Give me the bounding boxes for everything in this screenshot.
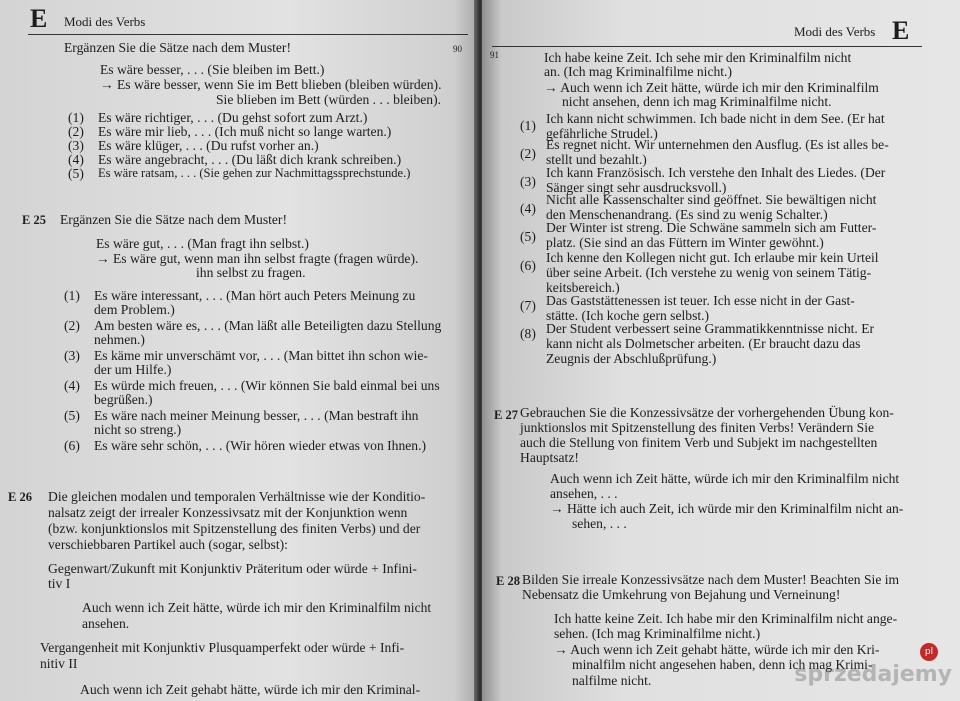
item-text: Es käme mir unverschämt vor, . . . (Man bittet ihn schon wie-: [94, 348, 428, 363]
item-text: stellt und bezahlt.): [546, 152, 647, 167]
item-number: (2): [520, 146, 536, 161]
e28-text: Nebensatz die Umkehrung von Bejahung und Verneinung!: [522, 587, 841, 602]
vergangenheit-heading: nitiv II: [40, 656, 78, 671]
section-letter: E: [30, 4, 48, 33]
item-number: (2): [64, 318, 80, 333]
example-line: Sie blieben im Bett (würden . . . bleiben).: [216, 92, 442, 107]
header-rule: [28, 34, 468, 35]
item-number: (3): [68, 138, 84, 153]
item-text: Ich kann nicht schwimmen. Ich bade nicht in dem See. (Er hat: [546, 111, 885, 126]
item-text: den Menschenandrang. (Es sind zu wenig Schalter.): [546, 207, 828, 222]
example-line: ihn selbst zu fragen.: [196, 265, 306, 280]
e26-text: Die gleichen modalen und temporalen Verhältnisse wie der Konditio-: [48, 489, 426, 504]
item-text: Der Winter ist streng. Die Schwäne sammeln sich am Futter-: [546, 220, 877, 235]
example-line: ansehen, . . .: [550, 486, 618, 501]
item-number: (6): [520, 258, 536, 273]
example-line: nicht ansehen, denn ich mag Kriminalfilme nicht.: [562, 94, 832, 109]
example-line: Ich hatte keine Zeit. Ich habe mir den Kriminalfilm nicht ange-: [554, 611, 898, 626]
running-head: Modi des Verbs: [794, 24, 876, 39]
item-number: (4): [64, 378, 80, 393]
item-number: (1): [68, 110, 84, 125]
example-line: → Auch wenn ich Zeit gehabt hätte, würde ich mir den Kri-: [554, 642, 880, 657]
item-text: Das Gaststättenessen ist teuer. Ich esse nicht in der Gast-: [546, 293, 855, 308]
e26-text: verschiebbaren Partikel auch (sogar, selbst):: [48, 537, 288, 552]
item-text: Ich kenne den Kollegen nicht gut. Ich erlaube mir kein Urteil: [546, 250, 879, 265]
item-text: kann nicht als Dolmetscher arbeiten. (Er braucht dazu das: [546, 336, 861, 351]
item-text: Es würde mich freuen, . . . (Wir können Sie bald einmal bei uns: [94, 378, 440, 393]
exercise-label: E 28: [496, 574, 520, 588]
item-number: (1): [520, 118, 536, 133]
item-text: Am besten wäre es, . . . (Man läßt alle Beteiligten dazu Stellung: [94, 318, 442, 333]
example-line: → Hätte ich auch Zeit, ich würde mir den Kriminalfilm nicht an-: [550, 501, 904, 516]
watermark-badge: pl: [920, 643, 938, 661]
left-page: [0, 0, 478, 701]
item-text: Es wäre nach meiner Meinung besser, . . . (Man bestraft ihn: [94, 408, 419, 423]
running-head: Modi des Verbs: [64, 14, 146, 29]
item-text: Es wäre ratsam, . . . (Sie gehen zur Nachmittagssprechstunde.): [98, 166, 411, 180]
item-text: Ich kann Französisch. Ich verstehe den Inhalt des Liedes. (Der: [546, 165, 886, 180]
item-text: stätte. (Ich koche gern selbst.): [546, 308, 710, 323]
example-line: → Auch wenn ich Zeit hätte, würde ich mir den Kriminalfilm: [544, 80, 879, 95]
item-text: Zeugnis der Abschlußprüfung.): [546, 351, 717, 366]
e27-text: junktionslos mit Spitzenstellung des finiten Verbs! Verändern Sie: [520, 420, 875, 435]
item-number: (5): [68, 166, 84, 181]
e26-text: (bzw. konjunktionslos mit Spitzenstellung des finiten Verbs) und der: [48, 521, 421, 536]
watermark: sprzedajemy: [794, 662, 952, 687]
item-text: Es wäre interessant, . . . (Man hört auch Peters Meinung zu: [94, 288, 416, 303]
gegenwart-heading: Gegenwart/Zukunft mit Konjunktiv Präteritum oder würde + Infini-: [48, 561, 417, 576]
task-intro: Ergänzen Sie die Sätze nach dem Muster!: [64, 40, 291, 55]
exercise-label: E 27: [494, 408, 518, 422]
item-number: (5): [520, 229, 536, 244]
item-number: (2): [68, 124, 84, 139]
item-text: Es wäre mir lieb, . . . (Ich muß nicht so lange warten.): [98, 124, 392, 139]
item-number: (1): [64, 288, 80, 303]
item-text: nicht so streng.): [94, 422, 182, 437]
vergangenheit-heading: Vergangenheit mit Konjunktiv Plusquamperfekt oder würde + Infi-: [40, 640, 405, 655]
example-line: nalfilme nicht.: [572, 673, 652, 688]
gegenwart-example: ansehen.: [82, 616, 130, 631]
page-number: 90: [453, 44, 462, 54]
e27-text: Hauptsatz!: [520, 450, 579, 465]
gegenwart-example: Auch wenn ich Zeit hätte, würde ich mir den Kriminalfilm nicht: [82, 600, 432, 615]
item-number: (8): [520, 326, 536, 341]
item-number: (7): [520, 298, 536, 313]
exercise-label: E 26: [8, 490, 32, 504]
item-text: Der Student verbessert seine Grammatikkenntnisse nicht. Er: [546, 321, 875, 336]
item-text: Es wäre richtiger, . . . (Du gehst sofort zum Arzt.): [98, 110, 368, 125]
example-line: Es wäre gut, . . . (Man fragt ihn selbst.): [96, 236, 309, 251]
item-text: Es wäre angebracht, . . . (Du läßt dich krank schreiben.): [98, 152, 402, 167]
item-text: der um Hilfe.): [94, 362, 172, 377]
item-text: über seine Arbeit. (Ich verstehe zu wenig von seinem Tätig-: [546, 265, 872, 280]
item-text: gefährliche Strudel.): [546, 126, 658, 141]
item-text: Es wäre sehr schön, . . . (Wir hören wieder etwas von Ihnen.): [94, 438, 427, 453]
item-number: (4): [68, 152, 84, 167]
example-line: Ich habe keine Zeit. Ich sehe mir den Kriminalfilm nicht: [544, 50, 852, 65]
e26-text: nalsatz zeigt der irrealer Konzessivsatz mit der Konjunktion wenn: [48, 505, 408, 520]
exercise-title: Ergänzen Sie die Sätze nach dem Muster!: [60, 212, 287, 227]
example-line: sehen. (Ich mag Kriminalfilme nicht.): [554, 626, 761, 641]
header-rule: [492, 46, 922, 47]
item-text: Es wäre klüger, . . . (Du rufst vorher an.): [98, 138, 319, 153]
e27-text: Gebrauchen Sie die Konzessivsätze der vorhergehenden Übung kon-: [520, 405, 894, 420]
example-line: an. (Ich mag Kriminalfilme nicht.): [544, 64, 732, 79]
section-letter: E: [892, 16, 910, 45]
item-text: Sänger singt sehr ausdrucksvoll.): [546, 180, 727, 195]
right-page: [482, 0, 960, 701]
item-text: begrüßen.): [94, 392, 153, 407]
item-text: platz. (Sie sind an das Füttern im Winter gewöhnt.): [546, 235, 824, 250]
item-number: (4): [520, 201, 536, 216]
page-number: 91: [490, 50, 499, 60]
example-line: → Es wäre besser, wenn Sie im Bett blieben (bleiben würden).: [100, 77, 442, 92]
exercise-label: E 25: [22, 213, 46, 227]
e27-text: auch die Stellung von finitem Verb und Subjekt im nachgestellten: [520, 435, 878, 450]
example-line: sehen, . . .: [572, 516, 627, 531]
example-line: minalfilm nicht angesehen haben, denn ich mag Krimi-: [572, 657, 873, 672]
example-line: → Es wäre gut, wenn man ihn selbst fragte (fragen würde).: [96, 251, 419, 266]
item-text: dem Problem.): [94, 302, 175, 317]
item-number: (5): [64, 408, 80, 423]
e28-text: Bilden Sie irreale Konzessivsätze nach dem Muster! Beachten Sie im: [522, 572, 900, 587]
example-line: Es wäre besser, . . . (Sie bleiben im Bett.): [100, 62, 325, 77]
item-text: Es regnet nicht. Wir unternehmen den Ausflug. (Es ist alles be-: [546, 137, 889, 152]
item-text: keitsbereich.): [546, 280, 620, 295]
item-number: (3): [520, 174, 536, 189]
item-number: (3): [64, 348, 80, 363]
vergangenheit-example: Auch wenn ich Zeit gehabt hätte, würde ich mir den Kriminal-: [80, 682, 421, 697]
item-text: nehmen.): [94, 332, 145, 347]
item-text: Nicht alle Kassenschalter sind geöffnet. Sie bewältigen nicht: [546, 192, 877, 207]
gegenwart-heading: tiv I: [48, 576, 71, 591]
example-line: Auch wenn ich Zeit hätte, würde ich mir den Kriminalfilm nicht: [550, 471, 900, 486]
item-number: (6): [64, 438, 80, 453]
